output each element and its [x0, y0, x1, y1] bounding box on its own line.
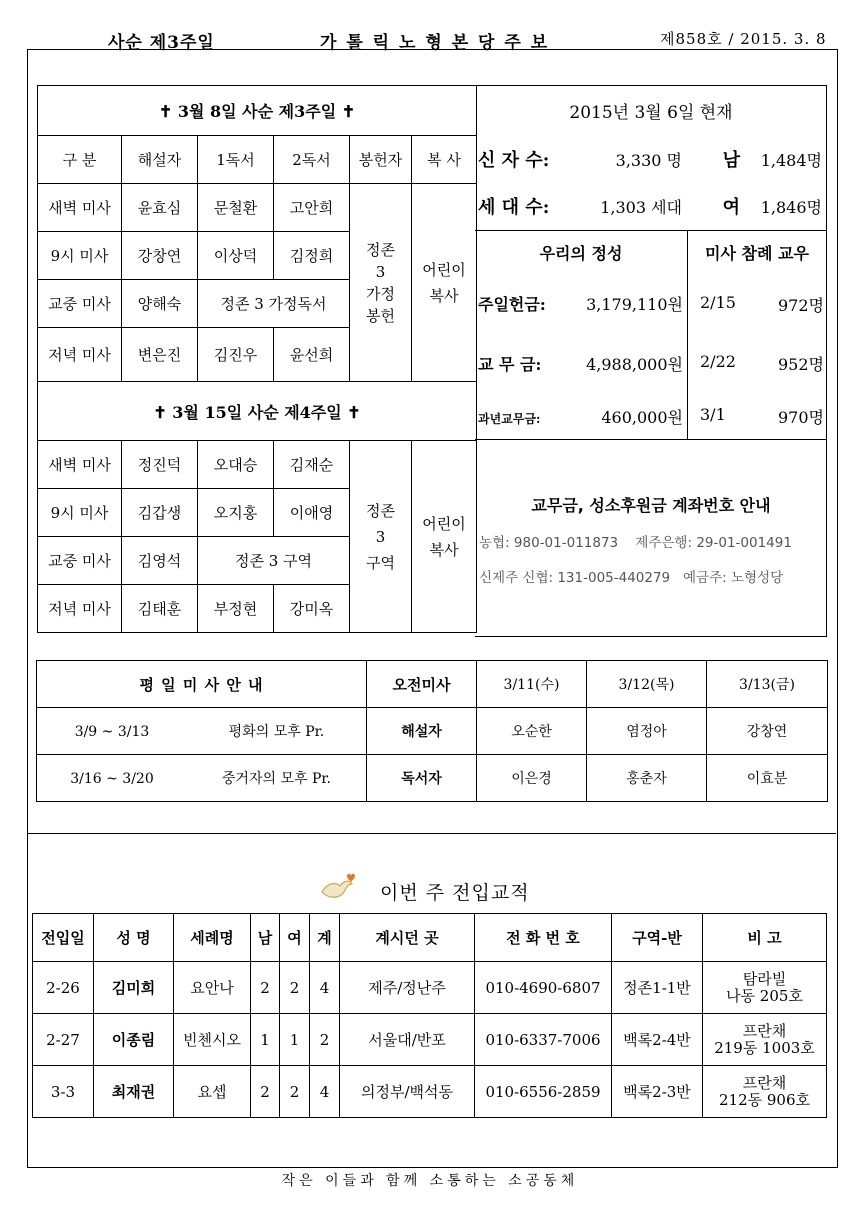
reader-1: 부정현 — [198, 585, 274, 633]
male-label: 남 — [722, 150, 740, 171]
mass-name: 9시 미사 — [38, 232, 122, 280]
attendance-date: 2/15 — [700, 293, 736, 312]
weekday-person: 강창연 — [707, 708, 828, 755]
weekday-period — [37, 755, 367, 802]
stats-as-of: 2015년 3월 6일 현재 — [569, 102, 733, 123]
newcomers-title: 이번 주 전입교적 — [380, 882, 530, 904]
past-dues-label: 과년교무금: — [478, 412, 541, 426]
dues-value: 4,988,000원 — [586, 355, 683, 374]
attendance-row — [700, 293, 824, 316]
note — [703, 1014, 827, 1066]
period-group: 중거자의 모후 Pr. — [221, 771, 331, 787]
attendance-count: 972명 — [778, 296, 824, 315]
reader-2: 윤선희 — [274, 328, 350, 382]
col-header: 복 사 — [412, 136, 477, 184]
move-date: 2-27 — [33, 1014, 94, 1066]
period-dates: 3/16 ~ 3/20 — [70, 771, 154, 787]
attendance-date: 3/1 — [700, 405, 726, 424]
newcomers-table — [32, 913, 827, 1118]
col-header: 전입일 — [33, 914, 94, 962]
offering-cell — [350, 184, 412, 382]
male-value: 1,484명 — [760, 150, 822, 170]
roster-table — [37, 85, 477, 633]
female-value: 1,846명 — [760, 197, 822, 217]
baptismal-name: 요셉 — [174, 1066, 251, 1118]
male-count: 2 — [251, 962, 280, 1014]
note-line: 프란채 — [742, 1073, 787, 1092]
believers-value: 3,330 명 — [615, 150, 682, 170]
previous-parish: 의정부/백석동 — [340, 1066, 475, 1118]
sunday-value: 3,179,110원 — [586, 295, 683, 314]
altar-line: 복사 — [429, 286, 459, 305]
member-name: 이종림 — [94, 1014, 174, 1066]
altar-line: 어린이 — [422, 260, 466, 279]
attendance-count: 970명 — [778, 408, 824, 427]
note-line: 나동 205호 — [726, 986, 803, 1005]
weekday-role: 독서자 — [367, 755, 477, 802]
mass-name: 새벽 미사 — [38, 184, 122, 232]
previous-parish: 제주/정난주 — [340, 962, 475, 1014]
readers-merged: 정존 3 구역 — [198, 537, 350, 585]
phone-number: 010-6556-2859 — [475, 1066, 612, 1118]
table-row — [33, 1066, 827, 1118]
reader-2: 김재순 — [274, 441, 350, 489]
readers-merged: 정존 3 가정독서 — [198, 280, 350, 328]
accounts-line-2: 신제주 신협: 131-005-440279 예금주: 노형성당 — [479, 570, 784, 586]
female-count: 2 — [280, 962, 310, 1014]
male-count: 1 — [251, 1014, 280, 1066]
total-count: 4 — [310, 1066, 340, 1118]
table-row — [33, 1014, 827, 1066]
move-date: 3-3 — [33, 1066, 94, 1118]
attendance-count: 952명 — [778, 355, 824, 374]
offering-line: 구역 — [366, 553, 395, 572]
dues-label: 교 무 금: — [478, 355, 542, 374]
district: 백록2-4반 — [612, 1014, 703, 1066]
header-issue: 제858호 / 2015. 3. 8 — [660, 30, 827, 48]
header-title: 가 톨 릭 노 형 본 당 주 보 — [320, 33, 550, 53]
mass-name: 저녁 미사 — [38, 585, 122, 633]
move-date: 2-26 — [33, 962, 94, 1014]
member-name: 최재권 — [94, 1066, 174, 1118]
sunday-label: 주일헌금: — [478, 295, 546, 314]
header-week: 사순 제3주일 — [108, 33, 215, 53]
past-dues-row — [478, 405, 683, 428]
believers-label: 신 자 수: — [478, 150, 550, 171]
commentator: 강창연 — [122, 232, 198, 280]
households-label: 세 대 수: — [478, 197, 550, 218]
offering-line: 정존 — [366, 501, 395, 520]
offering-line: 가정 — [366, 284, 395, 303]
col-header: 2독서 — [274, 136, 350, 184]
dues-row — [478, 352, 683, 375]
col-header: 성 명 — [94, 914, 174, 962]
reader-1: 김진우 — [198, 328, 274, 382]
female-count: 1 — [280, 1014, 310, 1066]
reader-2: 강미옥 — [274, 585, 350, 633]
female-label: 여 — [722, 197, 740, 218]
note-line: 219동 1003호 — [714, 1038, 815, 1057]
mass-name: 교중 미사 — [38, 537, 122, 585]
weekday-title: 평 일 미 사 안 내 — [37, 661, 367, 708]
week1-title: ✝ 3월 8일 사순 제3주일 ✝ — [38, 86, 477, 136]
commentator: 양해숙 — [122, 280, 198, 328]
col-header: 세례명 — [174, 914, 251, 962]
col-header: 구역-반 — [612, 914, 703, 962]
total-count: 2 — [310, 1014, 340, 1066]
member-name: 김미희 — [94, 962, 174, 1014]
weekday-role: 해설자 — [367, 708, 477, 755]
weekday-date: 3/13(금) — [707, 661, 828, 708]
district: 정존1-1반 — [612, 962, 703, 1014]
accounts-line-1: 농협: 980-01-011873 제주은행: 29-01-001491 — [479, 535, 792, 551]
reader-2: 고안희 — [274, 184, 350, 232]
morning-mass-label: 오전미사 — [367, 661, 477, 708]
attendance-row — [700, 352, 824, 375]
offering-line: 3 — [375, 527, 386, 546]
mass-name: 교중 미사 — [38, 280, 122, 328]
baptismal-name: 빈첸시오 — [174, 1014, 251, 1066]
stats-divider-2 — [475, 439, 827, 440]
sunday-row — [478, 292, 683, 315]
previous-parish: 서울대/반포 — [340, 1014, 475, 1066]
male-count: 2 — [251, 1066, 280, 1118]
reader-1: 오대승 — [198, 441, 274, 489]
households-row — [478, 191, 822, 221]
dove-heart-icon — [318, 870, 358, 904]
commentator: 김영석 — [122, 537, 198, 585]
mass-name: 저녁 미사 — [38, 328, 122, 382]
weekday-period — [37, 708, 367, 755]
offering-title: 우리의 정성 — [539, 243, 623, 263]
offering-line: 3 — [375, 262, 386, 281]
commentator: 윤효심 — [122, 184, 198, 232]
mass-name: 새벽 미사 — [38, 441, 122, 489]
baptismal-name: 요안나 — [174, 962, 251, 1014]
reader-1: 문철환 — [198, 184, 274, 232]
attendance-date: 2/22 — [700, 352, 736, 371]
weekday-person: 오순한 — [477, 708, 587, 755]
section-divider — [27, 833, 836, 834]
offering-line: 정존 — [366, 240, 395, 259]
week2-title: ✝ 3월 15일 사순 제4주일 ✝ — [38, 382, 477, 441]
col-header: 구 분 — [38, 136, 122, 184]
reader-2: 김정희 — [274, 232, 350, 280]
col-header: 여 — [280, 914, 310, 962]
reader-1: 오지홍 — [198, 489, 274, 537]
believers-row — [478, 144, 822, 174]
offering-line: 봉헌 — [366, 306, 395, 325]
mass-name: 9시 미사 — [38, 489, 122, 537]
commentator: 김갑생 — [122, 489, 198, 537]
note — [703, 962, 827, 1014]
footer-slogan: 작은 이들과 함께 소통하는 소공동체 — [281, 1173, 579, 1189]
attendance-row — [700, 405, 824, 428]
col-header: 남 — [251, 914, 280, 962]
altar-server-cell — [412, 184, 477, 382]
phone-number: 010-6337-7006 — [475, 1014, 612, 1066]
households-value: 1,303 세대 — [600, 197, 682, 217]
offering-cell — [350, 441, 412, 633]
col-header: 계시던 곳 — [340, 914, 475, 962]
period-dates: 3/9 ~ 3/13 — [74, 724, 150, 740]
stats-divider — [475, 230, 827, 231]
col-header: 비 고 — [703, 914, 827, 962]
period-group: 평화의 모후 Pr. — [228, 724, 325, 740]
district: 백록2-3반 — [612, 1066, 703, 1118]
altar-line: 어린이 — [422, 514, 466, 533]
commentator: 정진덕 — [122, 441, 198, 489]
female-count: 2 — [280, 1066, 310, 1118]
table-row — [33, 962, 827, 1014]
weekday-mass-table — [36, 660, 828, 802]
weekday-person: 이은경 — [477, 755, 587, 802]
weekday-date: 3/11(수) — [477, 661, 587, 708]
accounts-title: 교무금, 성소후원금 계좌번호 안내 — [531, 495, 771, 515]
commentator: 변은진 — [122, 328, 198, 382]
phone-number: 010-4690-6807 — [475, 962, 612, 1014]
altar-server-cell — [412, 441, 477, 633]
weekday-person: 홍춘자 — [587, 755, 707, 802]
past-dues-value: 460,000원 — [601, 408, 683, 427]
note-line: 탐라빌 — [742, 969, 787, 988]
col-header: 봉헌자 — [350, 136, 412, 184]
attendance-title: 미사 참례 교우 — [705, 243, 809, 263]
col-header: 1독서 — [198, 136, 274, 184]
reader-1: 이상덕 — [198, 232, 274, 280]
commentator: 김태훈 — [122, 585, 198, 633]
weekday-person: 염정아 — [587, 708, 707, 755]
altar-line: 복사 — [429, 540, 459, 559]
note — [703, 1066, 827, 1118]
weekday-person: 이효분 — [707, 755, 828, 802]
col-header: 전 화 번 호 — [475, 914, 612, 962]
note-line: 프란채 — [742, 1021, 787, 1040]
note-line: 212동 906호 — [718, 1090, 810, 1109]
col-header: 계 — [310, 914, 340, 962]
weekday-date: 3/12(목) — [587, 661, 707, 708]
col-header: 해설자 — [122, 136, 198, 184]
total-count: 4 — [310, 962, 340, 1014]
reader-2: 이애영 — [274, 489, 350, 537]
